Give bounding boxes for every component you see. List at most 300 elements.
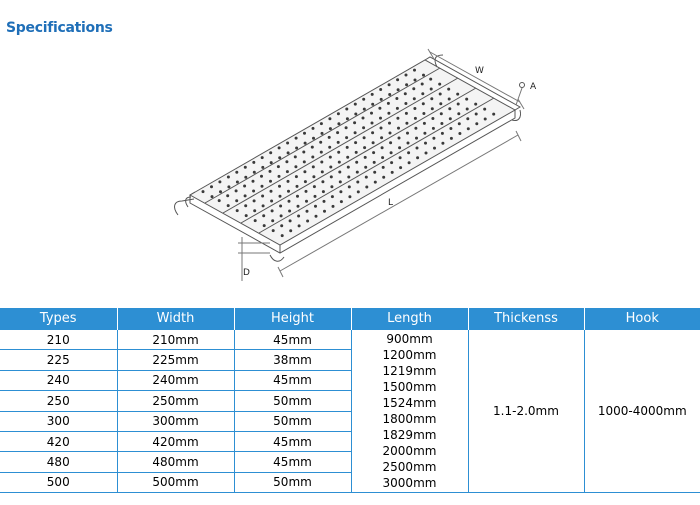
perforation-hole [475,113,478,116]
column-header-thickness: Thickenss [468,308,584,330]
perforation-hole [382,176,385,179]
perforation-hole [297,205,300,208]
perforation-hole [364,156,367,159]
cell-height: 38mm [234,350,351,370]
perforation-hole [414,117,417,120]
perforation-hole [337,122,340,125]
perforation-hole [330,185,333,188]
perforation-hole [388,83,391,86]
perforation-hole [294,155,297,158]
cell-height: 50mm [234,472,351,492]
perforation-hole [278,146,281,149]
cell-width: 240mm [117,370,234,390]
perforation-hole [395,97,398,100]
perforation-hole [380,136,383,139]
perforation-hole [296,185,299,188]
perforation-hole [236,209,239,212]
specifications-table [0,308,700,493]
perforation-hole [261,185,264,188]
perforation-hole [441,132,444,135]
perforation-hole [373,161,376,164]
perforation-hole [390,151,393,154]
perforation-hole [422,112,425,115]
perforation-hole [295,147,298,150]
perforation-hole [387,112,390,115]
perforation-hole [253,171,256,174]
perforation-hole [425,152,428,155]
perforation-hole [321,180,324,183]
perforation-hole [298,224,301,227]
perforation-hole [430,88,433,91]
perforation-hole [254,219,257,222]
perforation-hole [447,88,450,91]
perforation-hole [467,127,470,130]
length-value: 900mm [386,331,433,346]
perforation-hole [331,195,334,198]
perforation-hole [381,156,384,159]
perforation-hole [357,190,360,193]
perforation-hole [322,190,325,193]
perforation-hole [372,151,375,154]
perforation-hole [356,181,359,184]
cell-type: 480 [0,452,117,472]
perforation-hole [337,112,340,115]
perforation-hole [370,112,373,115]
perforation-hole [348,195,351,198]
perforation-hole [270,200,273,203]
perforation-hole [262,204,265,207]
perforation-hole [311,146,314,149]
perforation-hole [328,136,331,139]
perforation-hole [304,142,307,145]
cell-type: 240 [0,370,117,390]
perforation-hole [371,93,374,96]
perforation-hole [260,175,263,178]
cell-type: 225 [0,350,117,370]
perforation-hole [346,146,349,149]
perforation-hole [305,190,308,193]
perforation-hole [312,127,315,130]
perforation-hole [289,229,292,232]
perforation-hole [441,142,444,145]
perforation-hole [321,170,324,173]
perforation-hole [281,234,284,237]
column-header-hook: Hook [584,308,700,330]
perforation-hole [457,103,460,106]
cell-height: 45mm [234,370,351,390]
perforation-hole [269,151,272,154]
perforation-hole [440,122,443,125]
perforation-hole [372,141,375,144]
perforation-hole [421,92,424,95]
cell-width: 225mm [117,350,234,370]
perforation-hole [226,194,229,197]
perforation-hole [252,161,255,164]
perforation-hole [306,210,309,213]
perforation-hole [319,141,322,144]
perforation-hole [235,199,238,202]
perforation-hole [340,200,343,203]
perforation-hole [337,151,340,154]
cell-width: 500mm [117,472,234,492]
perforation-hole [413,97,416,100]
perforation-hole [398,146,401,149]
perforation-hole [483,108,486,111]
perforation-hole [245,214,248,217]
perforation-hole [219,190,222,193]
cell-type: 300 [0,411,117,431]
perforation-hole [346,156,349,159]
perforation-hole [405,83,408,86]
perforation-hole [210,185,213,188]
perforation-hole [338,161,341,164]
perforation-hole [227,176,230,179]
perforation-hole [262,214,265,217]
perforation-hole [211,195,214,198]
perforation-hole [314,195,317,198]
perforation-hole [363,146,366,149]
perforation-hole [306,220,309,223]
perforation-hole [338,171,341,174]
perforation-hole [345,108,348,111]
cell-type: 420 [0,431,117,451]
perforation-hole [429,78,432,81]
perforation-hole [295,175,298,178]
perforation-hole [405,112,408,115]
perforation-hole [323,210,326,213]
perforation-hole [432,127,435,130]
perforation-hole [337,141,340,144]
perforation-hole [353,121,356,124]
perforation-hole [253,199,256,202]
perforation-hole [347,166,350,169]
perforation-hole [227,204,230,207]
perforation-hole [303,132,306,135]
cell-hook: 1000-4000mm [584,330,700,493]
perforation-hole [244,166,247,169]
perforation-hole [314,205,317,208]
perforation-hole [347,176,350,179]
perforation-hole [320,151,323,154]
perforation-hole [387,102,390,105]
perforation-hole [320,161,323,164]
perforation-hole [336,131,339,134]
perforation-hole [449,117,452,120]
perforation-hole [235,171,238,174]
perforation-hole [416,156,419,159]
length-value: 1800mm [382,412,437,427]
column-header-width: Width [117,308,234,330]
perforation-hole [328,146,331,149]
length-value: 1829mm [382,428,437,443]
perforation-hole [413,107,416,110]
perforation-hole [407,151,410,154]
perforation-hole [286,142,289,145]
table-header-row [0,308,700,330]
perforation-hole [431,117,434,120]
perforation-hole [412,87,415,90]
perforation-hole [329,127,332,130]
length-value: 1524mm [382,395,437,410]
perforation-hole [271,219,274,222]
perforation-hole [288,200,291,203]
perforation-hole [244,204,247,207]
perforation-hole [399,166,402,169]
perforation-hole [345,136,348,139]
dimension-d-label: D [243,268,250,278]
cell-type: 250 [0,391,117,411]
perforation-hole [380,98,383,101]
perforation-hole [271,209,274,212]
perforation-hole [364,166,367,169]
perforation-hole [371,131,374,134]
cell-height: 45mm [234,452,351,472]
cell-height: 50mm [234,391,351,411]
perforation-hole [363,136,366,139]
perforation-hole [433,147,436,150]
perforation-hole [244,194,247,197]
perforation-hole [363,108,366,111]
perforation-hole [405,122,408,125]
perforation-hole [289,219,292,222]
perforation-hole [305,200,308,203]
perforation-hole [421,83,424,86]
perforation-hole [382,166,385,169]
cell-width: 480mm [117,452,234,472]
perforation-hole [414,127,417,130]
perforation-hole [270,190,273,193]
perforation-hole [330,175,333,178]
dimension-l-label: L [388,198,394,208]
perforation-hole [397,88,400,91]
perforation-hole [269,180,272,183]
perforation-hole [243,185,246,188]
perforation-hole [439,93,442,96]
perforation-hole [297,215,300,218]
perforation-hole [218,180,221,183]
perforation-hole [414,79,417,82]
perforation-hole [362,126,365,129]
hook-left [175,199,194,215]
perforation-hole [354,141,357,144]
cell-width: 210mm [117,330,234,350]
length-value: 2000mm [382,444,437,459]
perforation-hole [396,107,399,110]
length-value: 1500mm [382,379,437,394]
perforation-hole [320,122,323,125]
column-header-length: Length [351,308,468,330]
perforation-hole [424,142,427,145]
perforation-hole [354,131,357,134]
perforation-hole [431,107,434,110]
perforation-hole [303,170,306,173]
perforation-hole [440,112,443,115]
perforation-hole [285,160,288,163]
perforation-hole [329,156,332,159]
perforation-hole [354,103,357,106]
perforation-hole [413,69,416,72]
perforation-hole [396,117,399,120]
perforation-hole [432,137,435,140]
perforation-hole [404,102,407,105]
cell-height: 45mm [234,330,351,350]
perforation-hole [252,190,255,193]
perforation-hole [379,88,382,91]
cell-width: 250mm [117,391,234,411]
perforation-hole [339,190,342,193]
perforation-hole [438,83,441,86]
perforation-hole [365,176,368,179]
perforation-hole [277,165,280,168]
perforation-hole [406,132,409,135]
perforation-hole [458,132,461,135]
cell-type: 500 [0,472,117,492]
perforation-hole [329,166,332,169]
perforation-hole [416,147,419,150]
perforation-hole [474,103,477,106]
perforation-hole [379,117,382,120]
plank-top-surface [190,60,515,245]
perforation-hole [466,108,469,111]
perforation-hole [287,190,290,193]
cell-width: 300mm [117,411,234,431]
perforation-hole [313,185,316,188]
perforation-hole [252,180,255,183]
perforation-hole [339,180,342,183]
perforation-hole [355,151,358,154]
perforation-hole [261,156,264,159]
perforation-hole [303,160,306,163]
perforation-hole [448,107,451,110]
perforation-hole [312,137,315,140]
perforation-hole [202,190,205,193]
perforation-hole [450,137,453,140]
length-value: 3000mm [382,476,437,491]
perforation-hole [391,171,394,174]
perforation-hole [227,185,230,188]
perforation-hole [287,180,290,183]
perforation-hole [261,166,264,169]
steel-plank-diagram [150,45,550,290]
perforation-hole [294,165,297,168]
perforation-hole [415,137,418,140]
perforation-hole [278,156,281,159]
perforation-hole [287,151,290,154]
perforation-hole [422,102,425,105]
dimension-w-label: W [475,66,484,76]
length-value: 2500mm [382,460,437,475]
perforation-hole [263,224,266,227]
perforation-hole [235,189,238,192]
table-row [0,330,700,350]
perforation-hole [397,127,400,130]
perforation-hole [348,185,351,188]
perforation-hole [269,170,272,173]
perforation-hole [278,175,281,178]
perforation-hole [422,74,425,77]
perforation-hole [404,92,407,95]
perforation-hole [218,199,221,202]
perforation-hole [355,161,358,164]
perforation-hole [295,137,298,140]
cell-thickness: 1.1-2.0mm [468,330,584,493]
perforation-hole [244,176,247,179]
dimension-a-label: A [530,82,537,92]
perforation-hole [253,209,256,212]
perforation-hole [371,103,374,106]
perforation-hole [302,151,305,154]
column-header-types: Types [0,308,117,330]
perforation-hole [399,156,402,159]
column-header-height: Height [234,308,351,330]
cell-type: 210 [0,330,117,350]
perforation-hole [312,175,315,178]
perforation-hole [311,156,314,159]
perforation-hole [315,215,318,218]
perforation-hole [484,118,487,121]
perforation-hole [312,165,315,168]
perforation-hole [458,122,461,125]
perforation-hole [286,170,289,173]
perforation-hole [449,127,452,130]
perforation-hole [279,195,282,198]
perforation-hole [272,229,275,232]
perforation-hole [456,93,459,96]
perforation-hole [365,186,368,189]
length-value: 1219mm [382,363,437,378]
perforation-hole [430,97,433,100]
perforation-hole [345,126,348,129]
perforation-hole [373,171,376,174]
perforation-hole [466,117,469,120]
perforation-hole [374,181,377,184]
perforation-hole [304,180,307,183]
perforation-hole [323,200,326,203]
perforation-hole [388,93,391,96]
perforation-hole [396,78,399,81]
perforation-hole [448,98,451,101]
perforation-hole [492,113,495,116]
perforation-hole [371,122,374,125]
perforation-hole [296,195,299,198]
perforation-hole [362,98,365,101]
perforation-hole [405,74,408,77]
perforation-hole [356,171,359,174]
perforation-hole [408,161,411,164]
perforation-hole [439,102,442,105]
perforation-hole [390,161,393,164]
perforation-hole [457,112,460,115]
perforation-hole [280,224,283,227]
perforation-hole [332,205,335,208]
perforation-hole [423,132,426,135]
perforation-hole [423,122,426,125]
page-title: Specifications [6,20,113,36]
perforation-hole [236,181,239,184]
perforation-hole [288,210,291,213]
perforation-hole [378,107,381,110]
cell-width: 420mm [117,431,234,451]
perforation-hole [261,195,264,198]
cell-height: 45mm [234,431,351,451]
perforation-hole [270,161,273,164]
perforation-hole [389,132,392,135]
perforation-hole [465,98,468,101]
perforation-hole [475,122,478,125]
perforation-hole [381,146,384,149]
perforation-hole [407,142,410,145]
perforation-hole [354,113,357,116]
